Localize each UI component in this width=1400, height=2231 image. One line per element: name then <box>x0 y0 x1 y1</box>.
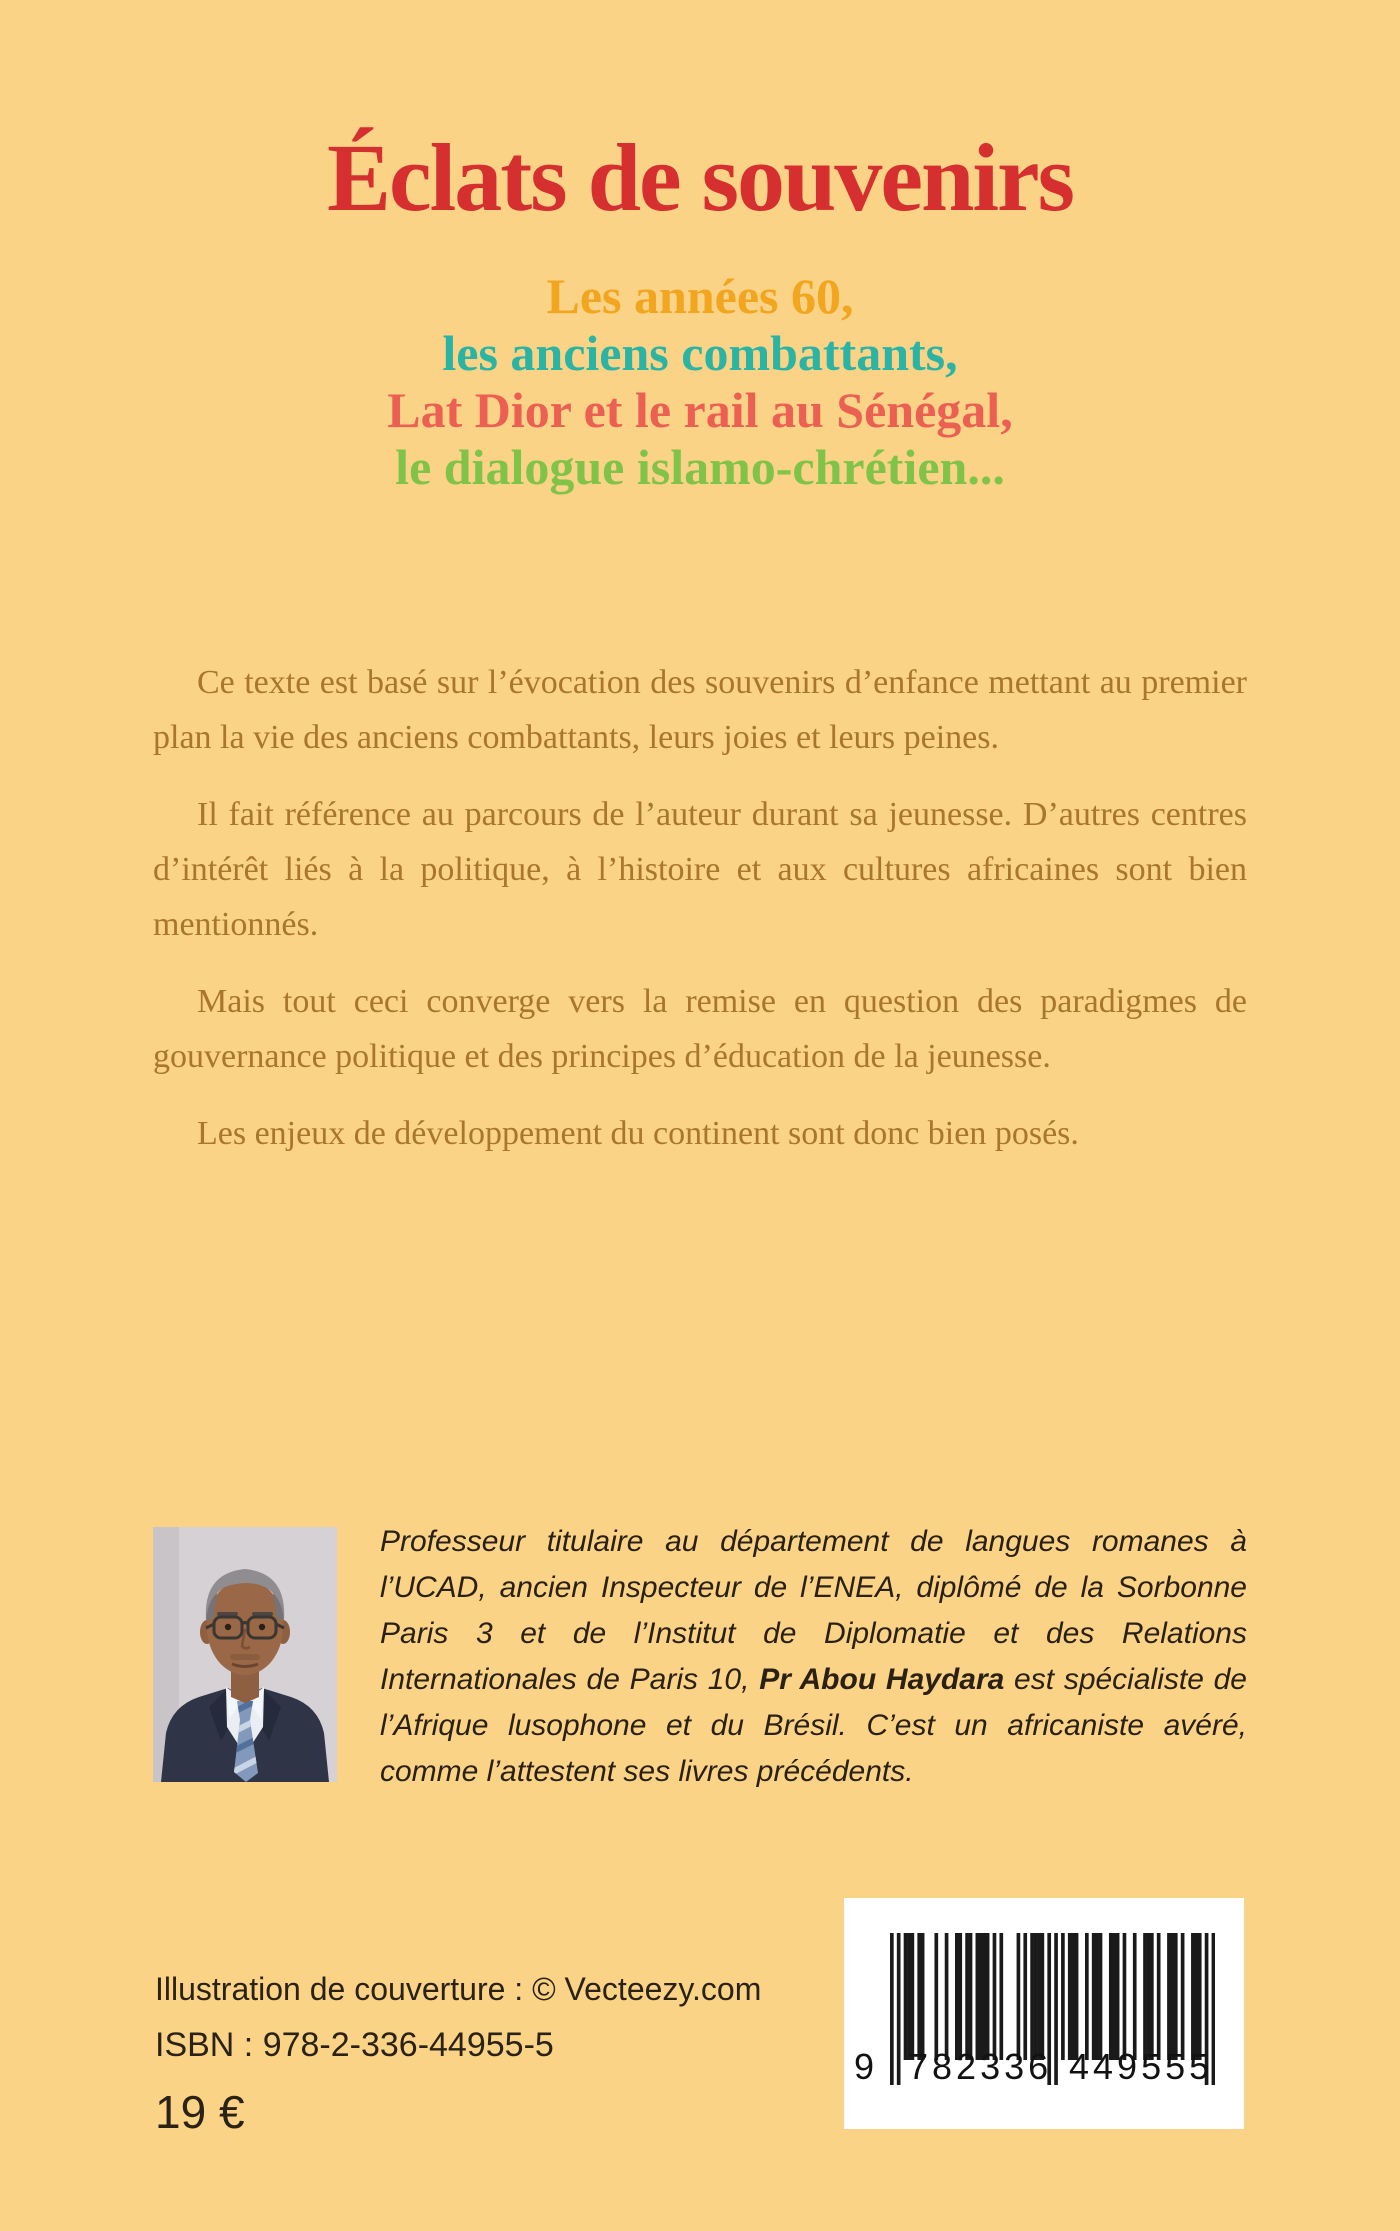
barcode-digits-right-group: 449555 <box>1069 2046 1214 2087</box>
subtitle-line-1: Les années 60, <box>546 268 854 324</box>
barcode-digit-left: 9 <box>854 2046 875 2087</box>
synopsis-paragraph-2: Il fait référence au parcours de l’auteur durant sa jeunesse. D’autres centres d’intérêt liés à la politique, à l’histoire et aux cultures africaines sont bien mentionnés. <box>153 796 1247 943</box>
author-portrait-illustration <box>153 1527 337 1782</box>
illustration-credit: Illustration de couverture : © Vecteezy.com <box>155 1971 762 2007</box>
synopsis-paragraph-3: Mais tout ceci converge vers la remise en question des paradigmes de gouvernance politique et des principes d’éducation de la jeunesse. <box>153 983 1247 1075</box>
subtitle-block <box>0 268 1400 496</box>
author-bio-text-end: est spécialiste de l’Afrique lusophone et du Brésil. C’est un africaniste avéré, comme l’attestent ses livres précédents. <box>380 1663 1247 1788</box>
barcode-digits-left-group: 782336 <box>908 2046 1053 2087</box>
book-title: Éclats de souvenirs <box>326 124 1074 231</box>
price-label: 19 € <box>155 2086 245 2138</box>
subtitle-line-2: les anciens combattants, <box>442 325 958 381</box>
author-name: Pr Abou Haydara <box>759 1663 1005 1696</box>
synopsis <box>153 655 1247 1183</box>
author-photo <box>153 1527 337 1782</box>
author-bio-text-start: Professeur titulaire au département de langues romanes à l’UCAD, ancien Inspecteur de l’ENEA, diplômé de la Sorbonne Paris 3 et de l’Institut de Diplomatie et des Relations Internationales de Paris 10, <box>380 1525 1247 1696</box>
author-bio <box>380 1519 1247 1795</box>
synopsis-paragraph-1: Ce texte est basé sur l’évocation des souvenirs d’enfance mettant au premier plan la vie des anciens combattants, leurs joies et leurs peines. <box>153 664 1247 756</box>
barcode <box>844 1898 1244 2129</box>
subtitle-line-4: le dialogue islamo-chrétien... <box>395 439 1005 495</box>
isbn-text: ISBN : 978-2-336-44955-5 <box>155 2026 554 2064</box>
subtitle-line-3: Lat Dior et le rail au Sénégal, <box>387 382 1013 438</box>
synopsis-paragraph-4: Les enjeux de développement du continent sont donc bien posés. <box>197 1115 1079 1152</box>
